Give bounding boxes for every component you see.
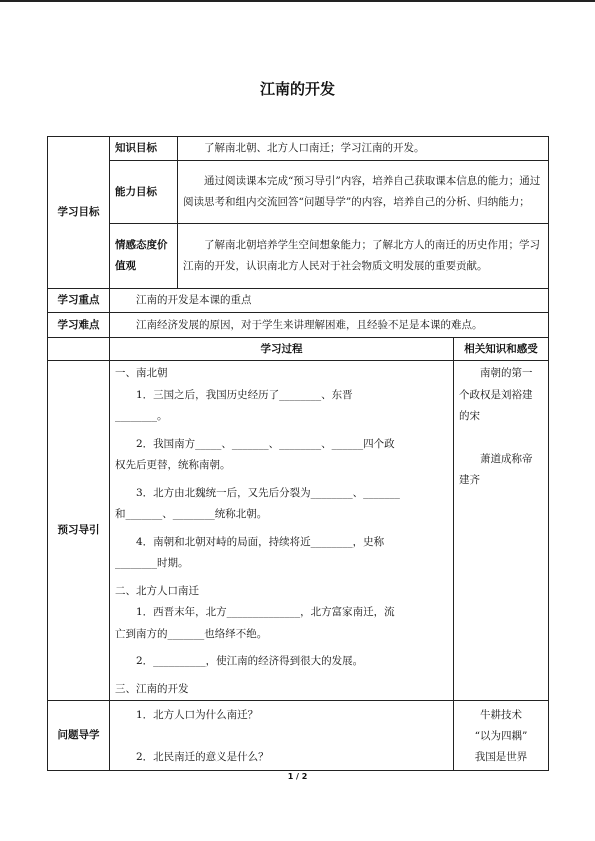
side-note-line: 个政权是刘裕建 xyxy=(459,388,533,401)
preview-line: 三、江南的开发 xyxy=(115,682,189,695)
objective-label-emotion: 情感态度价值观 xyxy=(110,224,178,289)
preview-line: 3．北方由北魏统一后，又先后分裂为________、_______ xyxy=(136,486,400,499)
preview-line: 一、南北朝 xyxy=(115,367,168,379)
preview-line: 1．西晋末年，北方______________，北方富家南迁，流 xyxy=(136,606,395,618)
preview-line: 4．南朝和北朝对峙的局面，持续将近________，史称 xyxy=(136,535,385,548)
lesson-table xyxy=(47,136,549,771)
objective-label-ability: 能力目标 xyxy=(110,161,178,224)
process-header: 学习过程 xyxy=(110,338,454,361)
side-note-line: 南朝的第一 xyxy=(480,367,533,379)
preview-line: 权先后更替，统称南朝。 xyxy=(115,459,231,471)
questions-content xyxy=(110,701,454,771)
preview-line: 二、北方人口南迁 xyxy=(115,584,199,597)
question-line: 1．北方人口为什么南迁？ xyxy=(136,709,259,721)
key-point-label: 学习重点 xyxy=(48,289,110,313)
objective-text-knowledge: 了解南北朝、北方人口南迁；学习江南的开发。 xyxy=(178,137,549,161)
side-note-line: 的宋 xyxy=(459,410,480,422)
side-note-line: 牛耕技术 xyxy=(480,709,522,721)
preview-line: 2．我国南方_____、_______、________、______四个政 xyxy=(136,437,395,450)
preview-line: ________时期。 xyxy=(115,557,189,569)
page-title: 江南的开发 xyxy=(259,80,335,98)
difficult-point-text: 江南经济发展的原因，对于学生来讲理解困难，且经验不足是本课的难点。 xyxy=(110,313,549,338)
side-note-line: 萧道成称帝 xyxy=(480,452,533,465)
related-header: 相关知识和感受 xyxy=(454,338,549,361)
page-number: 1 / 2 xyxy=(287,772,308,781)
side-note-line: “以为四耦” xyxy=(474,730,528,742)
objective-row-ability xyxy=(48,161,549,224)
preview-label: 预习导引 xyxy=(48,361,110,701)
preview-content xyxy=(110,361,454,701)
questions-row xyxy=(48,701,549,771)
preview-line: 2．__________，使江南的经济得到很大的发展。 xyxy=(136,655,364,667)
objectives-label: 学习目标 xyxy=(48,137,110,289)
preview-line: ________。 xyxy=(115,410,168,422)
top-border-line xyxy=(0,0,595,2)
questions-side-notes xyxy=(454,701,549,771)
key-point-text: 江南的开发是本课的重点 xyxy=(110,289,549,313)
side-note-line: 我国是世界 xyxy=(474,751,528,763)
preview-side-notes xyxy=(454,361,549,701)
side-note-line: 建齐 xyxy=(459,474,480,486)
question-line: 2．北民南迁的意义是什么？ xyxy=(136,751,269,763)
process-header-row xyxy=(48,338,549,361)
process-header-empty-cell xyxy=(48,338,110,361)
objective-text-ability: 通过阅读课本完成“预习导引”内容，培养自己获取课本信息的能力；通过阅读思考和组内交流回答“问题导学”的内容，培养自己的分析、归纳能力； xyxy=(178,161,549,224)
difficult-point-label: 学习难点 xyxy=(48,313,110,338)
objective-row-emotion xyxy=(48,224,549,289)
preview-line: 亡到南方的_______也络绎不绝。 xyxy=(115,627,268,640)
preview-line: 和_______、________统称北朝。 xyxy=(115,508,268,520)
difficult-point-row xyxy=(48,313,549,338)
objective-row-knowledge xyxy=(48,137,549,161)
preview-line: 1．三国之后，我国历史经历了________、东晋 xyxy=(136,388,353,401)
questions-label: 问题导学 xyxy=(48,701,110,771)
objective-label-knowledge: 知识目标 xyxy=(110,137,178,161)
objective-text-emotion: 了解南北朝培养学生空间想象能力；了解北方人的南迁的历史作用；学习江南的开发，认识南北方人民对于社会物质文明发展的重要贡献。 xyxy=(178,224,549,289)
preview-row xyxy=(48,361,549,701)
key-point-row xyxy=(48,289,549,313)
